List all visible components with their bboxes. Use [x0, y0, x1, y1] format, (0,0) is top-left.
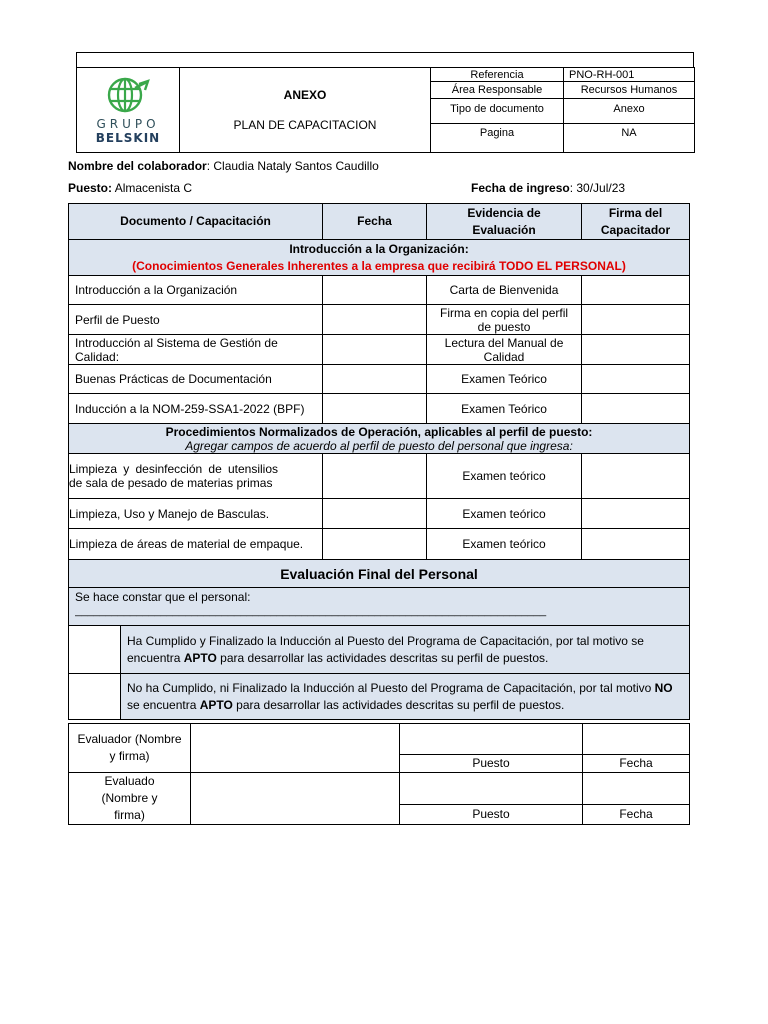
row-fecha-cell[interactable]: [323, 529, 427, 560]
row-doc: Inducción a la NOM-259-SSA1-2022 (BPF): [69, 394, 323, 424]
row-doc: Introducción al Sistema de Gestión de Calidad:: [69, 335, 323, 365]
row-firma-cell[interactable]: [582, 499, 690, 529]
row-evidencia: Examen teórico: [427, 529, 582, 560]
statement-apto-text-b: para desarrollar las actividades descritas su perfil de puestos.: [216, 650, 549, 665]
field-value-referencia: PNO-RH-001: [564, 68, 695, 82]
final-evaluation-title: Evaluación Final del Personal: [69, 560, 690, 588]
evaluador-puesto-field[interactable]: [400, 724, 583, 755]
evaluado-fecha-field[interactable]: [583, 773, 690, 805]
row-fecha-cell[interactable]: [323, 305, 427, 335]
company-logo: [77, 75, 179, 145]
field-label-tipo: Tipo de documento: [431, 103, 564, 123]
col-header-fecha: Fecha: [323, 204, 427, 240]
globe-arrow-icon: [105, 75, 151, 115]
field-value-area: Recursos Humanos: [564, 82, 695, 99]
row-firma-cell[interactable]: [582, 529, 690, 560]
row-fecha-cell[interactable]: [323, 454, 427, 499]
statement-no-apto-bold-no: NO: [654, 680, 673, 695]
ingreso-label: Fecha de ingreso: [471, 181, 570, 195]
table-row: [69, 394, 690, 424]
evaluador-fecha-label: Fecha: [583, 755, 690, 773]
field-value-pagina: NA: [564, 123, 695, 152]
row-fecha-cell[interactable]: [323, 365, 427, 394]
row-doc: Perfil de Puesto: [69, 305, 323, 335]
section-intro-subtitle: (Conocimientos Generales Inherentes a la empresa que recibirá TODO EL PERSONAL): [132, 258, 626, 273]
apto-checkbox[interactable]: [69, 626, 121, 674]
row-firma-cell[interactable]: [582, 276, 690, 305]
row-fecha-cell[interactable]: [323, 394, 427, 424]
field-label-area: Área Responsable: [431, 82, 564, 99]
evaluador-label: Evaluador (Nombre y firma): [69, 724, 191, 773]
field-label-referencia: Referencia: [431, 68, 564, 82]
statement-no-apto-text-c: para desarrollar las actividades descritas su perfil de puestos.: [232, 697, 565, 712]
statement-apto-bold: APTO: [183, 650, 217, 665]
row-fecha-cell[interactable]: [323, 335, 427, 365]
row-firma-cell[interactable]: [582, 454, 690, 499]
constancia-cell: [69, 588, 690, 626]
section-intro-title: Introducción a la Organización:: [289, 241, 469, 256]
constancia-line[interactable]: _____________________________________________________________________________: [75, 605, 547, 617]
row-firma-cell[interactable]: [582, 335, 690, 365]
row-doc: [69, 454, 323, 499]
statement-no-apto-text-a: No ha Cumplido, ni Finalizado la Inducción al Puesto del Programa de Capacitación, por tal motivo: [127, 680, 655, 695]
training-table: [68, 203, 690, 720]
document-header: [76, 67, 695, 153]
statement-apto: [121, 626, 690, 674]
row-fecha-cell[interactable]: [323, 276, 427, 305]
evaluado-fecha-label: Fecha: [583, 805, 690, 825]
row-evidencia: Examen Teórico: [427, 365, 582, 394]
row-doc: Buenas Prácticas de Documentación: [69, 365, 323, 394]
colaborador-line: [68, 159, 379, 173]
evaluador-puesto-label: Puesto: [400, 755, 583, 773]
logo-cell: [77, 68, 180, 153]
table-row: [69, 499, 690, 529]
col-header-documento: Documento / Capacitación: [69, 204, 323, 240]
evaluado-label: Evaluado (Nombre y firma): [69, 773, 191, 825]
row-firma-cell[interactable]: [582, 365, 690, 394]
row-doc: Introducción a la Organización: [69, 276, 323, 305]
section-pno-title: Procedimientos Normalizados de Operación, aplicables al perfil de puesto:: [165, 424, 593, 439]
colaborador-label: Nombre del colaborador: [68, 159, 207, 173]
logo-text-bottom: BELSKIN: [95, 131, 161, 145]
row-evidencia: Examen teórico: [427, 454, 582, 499]
row-fecha-cell[interactable]: [323, 499, 427, 529]
table-row: [69, 454, 690, 499]
puesto-label: Puesto:: [68, 181, 113, 195]
table-row: [69, 305, 690, 335]
no-apto-checkbox[interactable]: [69, 674, 121, 720]
table-row: [69, 335, 690, 365]
row-doc: Limpieza de áreas de material de empaque.: [69, 529, 323, 560]
col-header-firma: Firma del Capacitador: [582, 204, 690, 240]
statement-no-apto-bold-apto: APTO: [199, 697, 233, 712]
row-evidencia: Lectura del Manual de Calidad: [427, 335, 582, 365]
evaluado-signature-field[interactable]: [191, 773, 400, 825]
puesto-value: Almacenista C: [112, 181, 193, 195]
colaborador-value: : Claudia Nataly Santos Caudillo: [206, 159, 379, 173]
logo-text-top: GRUPO: [96, 117, 160, 131]
table-row: [69, 276, 690, 305]
row-firma-cell[interactable]: [582, 394, 690, 424]
statement-no-apto: [121, 674, 690, 720]
puesto-line: [68, 181, 192, 195]
row-doc-text: Limpieza y desinfección de utensilios de sala de pesado de materias primas: [69, 462, 279, 490]
section-pno-subtitle: Agregar campos de acuerdo al perfil de puesto del personal que ingresa:: [185, 438, 573, 453]
header-title: ANEXO: [283, 88, 327, 102]
ingreso-value: : 30/Jul/23: [569, 181, 626, 195]
evaluador-signature-field[interactable]: [191, 724, 400, 773]
field-label-pagina: Pagina: [431, 123, 564, 152]
row-evidencia: Carta de Bienvenida: [427, 276, 582, 305]
header-top-strip: [76, 52, 694, 67]
evaluado-puesto-field[interactable]: [400, 773, 583, 805]
ingreso-line: [471, 181, 625, 195]
col-header-evidencia: Evidencia de Evaluación: [427, 204, 582, 240]
header-subtitle: PLAN DE CAPACITACION: [233, 118, 377, 132]
section-intro-org: [69, 240, 690, 276]
evaluado-puesto-label: Puesto: [400, 805, 583, 825]
section-pno: [69, 424, 690, 454]
row-doc: Limpieza, Uso y Manejo de Basculas.: [69, 499, 323, 529]
signature-table: [68, 723, 690, 825]
constancia-text: Se hace constar que el personal:: [75, 590, 251, 604]
row-evidencia: Firma en copia del perfil de puesto: [427, 305, 582, 335]
evaluador-fecha-field[interactable]: [583, 724, 690, 755]
header-title-cell: [180, 68, 431, 153]
statement-apto-text-a: Ha Cumplido y Finalizado la Inducción al Puesto del Programa de Capacitación, por tal motivo se encuentra: [127, 633, 644, 665]
table-row: [69, 365, 690, 394]
row-evidencia: Examen teórico: [427, 499, 582, 529]
table-row: [69, 529, 690, 560]
statement-no-apto-text-b: se encuentra: [127, 697, 200, 712]
field-value-tipo: Anexo: [564, 103, 695, 123]
row-firma-cell[interactable]: [582, 305, 690, 335]
row-evidencia: Examen Teórico: [427, 394, 582, 424]
